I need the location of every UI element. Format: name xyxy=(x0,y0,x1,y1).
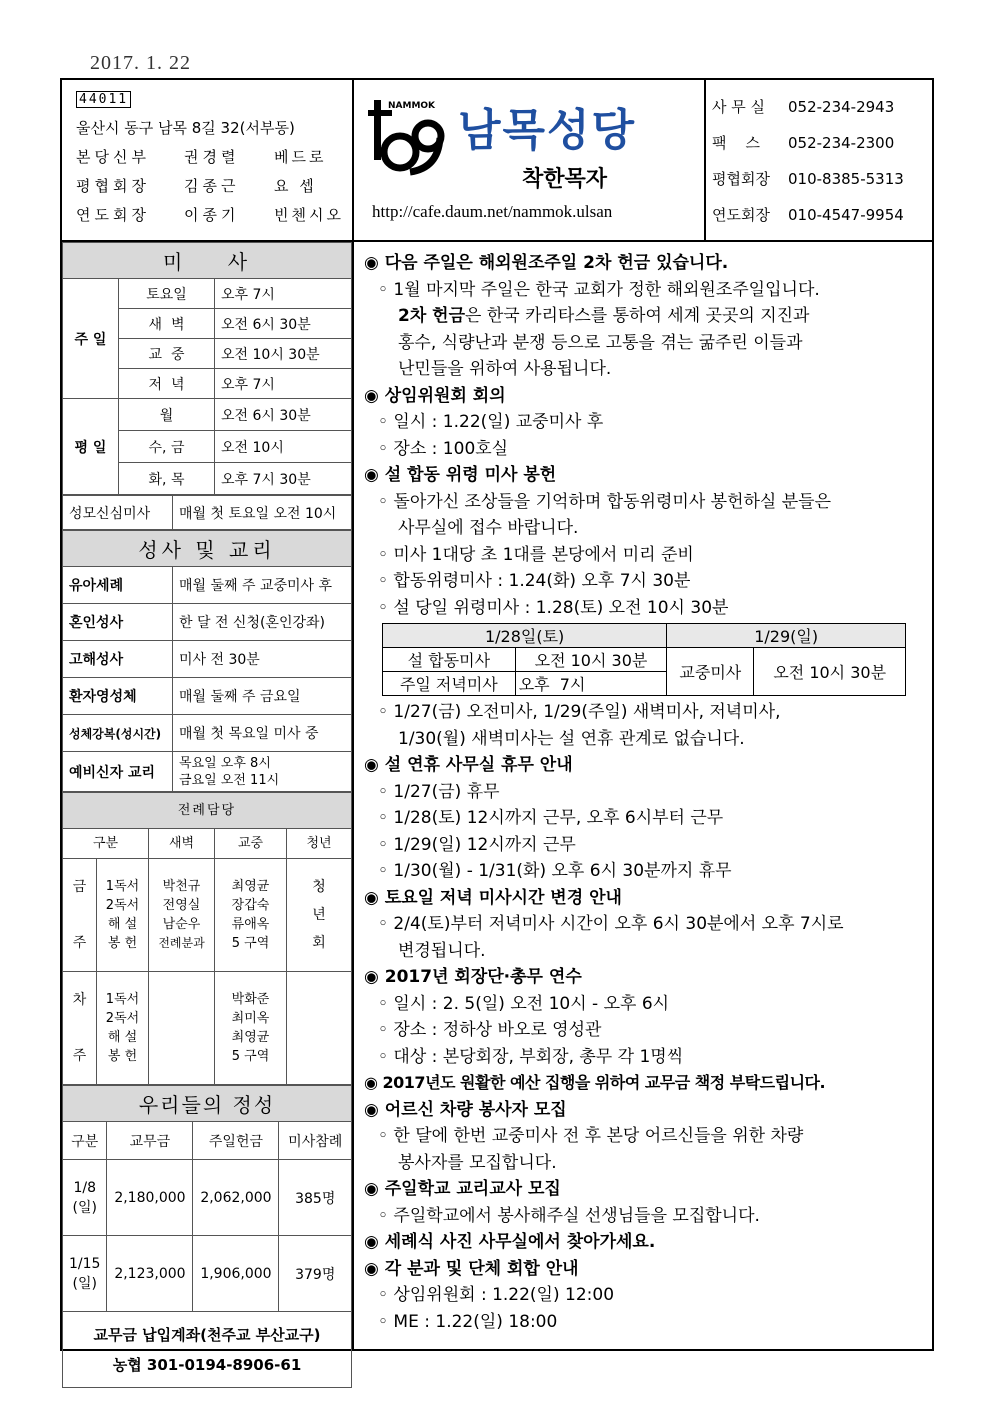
special-mass-table xyxy=(62,495,352,530)
youth-duty xyxy=(287,859,352,972)
notice-title: ◉ 각 분과 및 단체 회합 안내 xyxy=(364,1258,579,1279)
notice-line: ◦ 주일학교에서 봉사해주실 선생님들을 모집합니다. xyxy=(378,1205,760,1226)
notice-line: 변경됩니다. xyxy=(398,940,486,961)
youth-char: 회 xyxy=(312,935,326,951)
notice-line: ◦ 대상 : 본당회장, 부회장, 총무 각 1명씩 xyxy=(378,1046,684,1067)
table-cell: 오전 10시 30분 xyxy=(515,648,667,672)
liturgy-section-title: 전례담당 xyxy=(63,793,352,829)
duty-role: 1독서 xyxy=(105,992,140,1007)
notice-line: ◦ 1/29(일) 12시까지 근무 xyxy=(378,834,576,855)
notice-line: ◦ 미사 1대당 초 1대를 본당에서 미리 준비 xyxy=(378,544,694,565)
duty-role: 2독서 xyxy=(105,1011,140,1026)
mass-day: 토요일 xyxy=(119,279,215,309)
liturgy-header: 교중 xyxy=(215,829,287,859)
notice-line: ◦ 일시 : 2. 5(일) 오전 10시 - 오후 6시 xyxy=(378,993,670,1014)
sacraments-table xyxy=(62,530,352,792)
weekday-label: 평 일 xyxy=(63,399,119,495)
date-text: 1/8 xyxy=(73,1179,96,1196)
notice-line: 난민들을 위하여 사용됩니다. xyxy=(398,359,612,379)
liturgy-header: 새벽 xyxy=(149,829,215,859)
staff-baptism: 빈첸시오 xyxy=(274,206,344,224)
notice-line: ◦ 상임위원회 : 1.22(일) 12:00 xyxy=(378,1285,615,1305)
offering-dues: 2,123,000 xyxy=(107,1236,193,1312)
duty-role: 봉 헌 xyxy=(107,936,138,951)
duty-person: 전영실 xyxy=(162,898,201,913)
offering-collection: 2,062,000 xyxy=(193,1160,279,1236)
notice-line: 홍수, 식량난과 분쟁 등으로 고통을 겪는 굶주린 이들과 xyxy=(398,332,803,353)
left-column xyxy=(62,242,354,1374)
special-mass-label: 성모신심미사 xyxy=(63,496,173,530)
staff-row xyxy=(76,172,352,201)
liturgy-header: 구분 xyxy=(63,829,149,859)
notice-line: ◦ 2/4(토)부터 저녁미사 시간이 오후 6시 30분에서 오후 7시로 xyxy=(378,914,844,934)
table-cell: 오전 10시 30분 xyxy=(754,648,906,696)
notice-title: ◉ 토요일 저녁 미사시간 변경 안내 xyxy=(364,887,622,908)
notice-title: ◉ 설 연휴 사무실 휴무 안내 xyxy=(364,755,573,775)
notice-emphasis: 2차 헌금 xyxy=(398,306,466,326)
offering-date xyxy=(63,1236,107,1312)
duty-role: 봉 헌 xyxy=(107,1049,138,1064)
duty-person: 최영균 xyxy=(231,1030,270,1045)
duty-person: 최영균 xyxy=(231,879,270,894)
notice-title: ◉ 2017년 회장단·총무 연수 xyxy=(364,967,582,987)
notice-line: ◦ ME : 1.22(일) 18:00 xyxy=(378,1311,558,1332)
mass-day: 월 xyxy=(119,399,215,431)
notice-title: ◉ 주일학교 교리교사 모집 xyxy=(364,1179,561,1199)
catechumen-time: 목요일 오후 8시 xyxy=(179,755,271,771)
notice-line: ◦ 1/30(월) - 1/31(화) 오후 6시 30분까지 휴무 xyxy=(378,861,732,881)
next-week-label xyxy=(63,972,97,1085)
day-text: (일) xyxy=(72,1275,97,1292)
table-cell: 교중미사 xyxy=(667,648,754,696)
staff-row xyxy=(76,201,352,230)
duty-role: 해 설 xyxy=(107,1030,138,1045)
notice-line: ◦ 합동위령미사 : 1.24(화) 오후 7시 30분 xyxy=(378,571,691,591)
notice-line: 사무실에 접수 바랍니다. xyxy=(398,518,579,538)
label-char: 주 xyxy=(72,1048,87,1064)
notice-title: ◉ 어르신 차량 봉사자 모집 xyxy=(364,1099,567,1120)
main-duty xyxy=(215,859,287,972)
notice-line: ◦ 돌아가신 조상들을 기억하며 합동위령미사 봉헌하실 분들은 xyxy=(378,491,831,512)
duty-person: 남순우 xyxy=(162,917,201,932)
church-logo-icon xyxy=(368,94,450,180)
offering-attendance: 379명 xyxy=(279,1236,352,1312)
duty-person: 류애옥 xyxy=(231,917,270,932)
bulletin-frame xyxy=(60,78,934,1374)
sacrament-name: 혼인성사 xyxy=(63,604,173,641)
mass-day: 수, 금 xyxy=(119,431,215,463)
contact-value: 052-234-2300 xyxy=(788,134,895,152)
notice-title: ◉ 2017년도 원활한 예산 집행을 위하여 교무금 책정 부탁드립니다. xyxy=(364,1073,826,1092)
offering-dues: 2,180,000 xyxy=(107,1160,193,1236)
duty-person: 전례분과 xyxy=(158,936,205,950)
offering-header: 교무금 xyxy=(107,1122,193,1160)
duty-role: 2독서 xyxy=(105,898,140,913)
staff-role: 평협회장 xyxy=(76,177,150,195)
header xyxy=(62,80,932,242)
mass-section-title: 미 사 xyxy=(63,243,352,279)
mass-table xyxy=(62,242,352,495)
table-cell: 주일 저녁미사 xyxy=(383,672,516,696)
youth-duty xyxy=(287,972,352,1085)
mass-day: 화, 목 xyxy=(119,463,215,495)
notice-title: ◉ 설 합동 위령 미사 봉헌 xyxy=(364,465,557,485)
mass-time: 오후 7시 30분 xyxy=(215,463,352,495)
offering-table xyxy=(62,1085,352,1388)
contact-row xyxy=(712,128,932,164)
notice-line: ◦ 1/27(금) 휴무 xyxy=(378,781,500,802)
notice-line: ◦ 1/28(토) 12시까지 근무, 오후 6시부터 근무 xyxy=(378,808,724,828)
mass-time: 오후 7시 xyxy=(215,369,352,399)
youth-char: 청 xyxy=(312,879,326,895)
duty-person: 장갑숙 xyxy=(231,898,270,913)
logo-text: NAMMOK xyxy=(388,101,436,111)
offering-date xyxy=(63,1160,107,1236)
mass-day: 교 중 xyxy=(119,339,215,369)
liturgy-header: 청년 xyxy=(287,829,352,859)
mass-time: 오전 6시 30분 xyxy=(215,399,352,431)
catechumen-time: 금요일 오전 11시 xyxy=(179,772,280,788)
duty-role: 해 설 xyxy=(107,917,138,932)
contact-label: 사 무 실 xyxy=(712,98,766,116)
staff-role: 연도회장 xyxy=(76,206,150,224)
duty-person: 최미옥 xyxy=(231,1011,270,1026)
contact-label: 평협회장 xyxy=(712,170,770,188)
notice-line: ◦ 한 달에 한번 교중미사 전 후 본당 어르신들을 위한 차량 xyxy=(378,1126,804,1146)
offering-attendance: 385명 xyxy=(279,1160,352,1236)
sacrament-detail: 한 달 전 신청(혼인강좌) xyxy=(173,604,352,641)
contact-label: 팩 스 xyxy=(712,134,761,152)
mass-time: 오후 7시 xyxy=(215,279,352,309)
offering-collection: 1,906,000 xyxy=(193,1236,279,1312)
contact-row xyxy=(712,92,932,128)
day-text: (일) xyxy=(72,1199,97,1216)
offering-section-title: 우리들의 정성 xyxy=(63,1086,352,1122)
notice-title: ◉ 세례식 사진 사무실에서 찾아가세요. xyxy=(364,1232,656,1252)
this-week-label xyxy=(63,859,97,972)
address: 울산시 동구 남목 8길 32(서부동) xyxy=(76,119,295,137)
date-text: 1/15 xyxy=(69,1255,101,1272)
account-info xyxy=(63,1312,352,1388)
mass-time: 오전 10시 xyxy=(215,431,352,463)
mass-time: 오전 10시 30분 xyxy=(215,339,352,369)
sacrament-name: 유아세례 xyxy=(63,567,173,604)
duty-person: 5 구역 xyxy=(231,936,270,951)
duty-person: 박천규 xyxy=(162,879,201,894)
notice-line: ◦ 1월 마지막 주일은 한국 교회가 정한 해외원조주일입니다. xyxy=(378,279,820,300)
staff-baptism: 베드로 xyxy=(274,148,327,166)
notice-line: 1/30(월) 새벽미사는 설 연휴 관계로 없습니다. xyxy=(398,728,745,749)
mass-day: 새 벽 xyxy=(119,309,215,339)
motto: 착한목자 xyxy=(522,167,608,192)
duty-roles xyxy=(97,859,149,972)
header-middle xyxy=(354,80,706,240)
account-number: 농협 301-0194-8906-61 xyxy=(112,1355,302,1374)
duty-roles xyxy=(97,972,149,1085)
special-mass-time: 매월 첫 토요일 오전 10시 xyxy=(173,496,352,530)
sunday-label: 주 일 xyxy=(63,279,119,399)
sacraments-section-title: 성사 및 교리 xyxy=(63,531,352,567)
offering-header: 주일헌금 xyxy=(193,1122,279,1160)
notice-line: ◦ 설 당일 위령미사 : 1.28(토) 오전 10시 30분 xyxy=(378,597,729,618)
notice-line: ◦ 일시 : 1.22(일) 교중미사 후 xyxy=(378,412,604,432)
mass-time: 오전 6시 30분 xyxy=(215,309,352,339)
notice-line: ◦ 장소 : 100호실 xyxy=(378,438,509,459)
label-char: 차 xyxy=(72,992,87,1008)
account-title: 교무금 납입계좌(천주교 부산교구) xyxy=(93,1325,321,1344)
youth-char: 년 xyxy=(312,907,326,923)
notice-line xyxy=(364,303,932,330)
offering-header: 구분 xyxy=(63,1122,107,1160)
staff-name: 김종근 xyxy=(184,177,240,195)
main-duty xyxy=(215,972,287,1085)
catechumen-label: 예비신자 교리 xyxy=(63,752,173,792)
duty-person: 박화준 xyxy=(231,992,270,1007)
contact-value: 010-8385-5313 xyxy=(788,170,904,188)
table-date: 1/29(일) xyxy=(667,624,906,648)
memorial-mass-table xyxy=(382,623,906,696)
notice-title: ◉ 다음 주일은 해외원조주일 2차 헌금 있습니다. xyxy=(364,253,729,273)
table-cell: 오후 7시 xyxy=(515,672,667,696)
notice-line: ◦ 장소 : 정하상 바오로 영성관 xyxy=(378,1020,602,1040)
church-name: 남목성당 xyxy=(458,105,637,156)
notice-line: ◦ 1/27(금) 오전미사, 1/29(주일) 새벽미사, 저녁미사, xyxy=(378,702,781,722)
catechumen-times xyxy=(173,752,352,792)
contact-value: 010-4547-9954 xyxy=(788,206,904,224)
table-cell: 설 합동미사 xyxy=(383,648,516,672)
mass-day: 저 녁 xyxy=(119,369,215,399)
sacrament-detail: 매월 둘째 주 금요일 xyxy=(173,678,352,715)
label-char: 금 xyxy=(72,879,87,895)
notices xyxy=(354,242,932,1351)
bulletin-date: 2017. 1. 22 xyxy=(90,52,191,74)
contact-label: 연도회장 xyxy=(712,206,770,224)
staff-role: 본당신부 xyxy=(76,148,150,166)
table-date: 1/28일(토) xyxy=(383,624,667,648)
sacrament-name: 고해성사 xyxy=(63,641,173,678)
offering-header: 미사참례 xyxy=(279,1122,352,1160)
sacrament-detail: 매월 첫 목요일 미사 중 xyxy=(173,715,352,752)
sacrament-detail: 매월 둘째 주 교중미사 후 xyxy=(173,567,352,604)
notice-line: 봉사자를 모집합니다. xyxy=(398,1152,557,1173)
notice-title: ◉ 상임위원회 회의 xyxy=(364,385,506,406)
staff-name: 이종기 xyxy=(184,206,240,224)
liturgy-table xyxy=(62,792,352,1085)
cafe-link[interactable]: http://cafe.daum.net/nammok.ulsan xyxy=(372,202,613,221)
contact-value: 052-234-2943 xyxy=(788,98,895,116)
sacrament-name: 환자영성체 xyxy=(63,678,173,715)
header-left xyxy=(62,80,354,240)
staff-row xyxy=(76,143,352,172)
dawn-duty xyxy=(149,972,215,1085)
staff-baptism: 요 셉 xyxy=(274,177,317,195)
label-char: 주 xyxy=(72,935,87,951)
duty-person: 5 구역 xyxy=(231,1049,270,1064)
header-contacts xyxy=(706,80,932,240)
duty-role: 1독서 xyxy=(105,879,140,894)
dawn-duty xyxy=(149,859,215,972)
contact-row xyxy=(712,200,932,236)
sacrament-name: 성체강복(성시간) xyxy=(63,715,173,752)
notice-text: 은 한국 카리타스를 통하여 세계 곳곳의 지진과 xyxy=(465,306,810,326)
staff-name: 권경렬 xyxy=(184,148,240,166)
postal-code: 44011 xyxy=(76,91,131,108)
contact-row xyxy=(712,164,932,200)
sacrament-detail: 미사 전 30분 xyxy=(173,641,352,678)
